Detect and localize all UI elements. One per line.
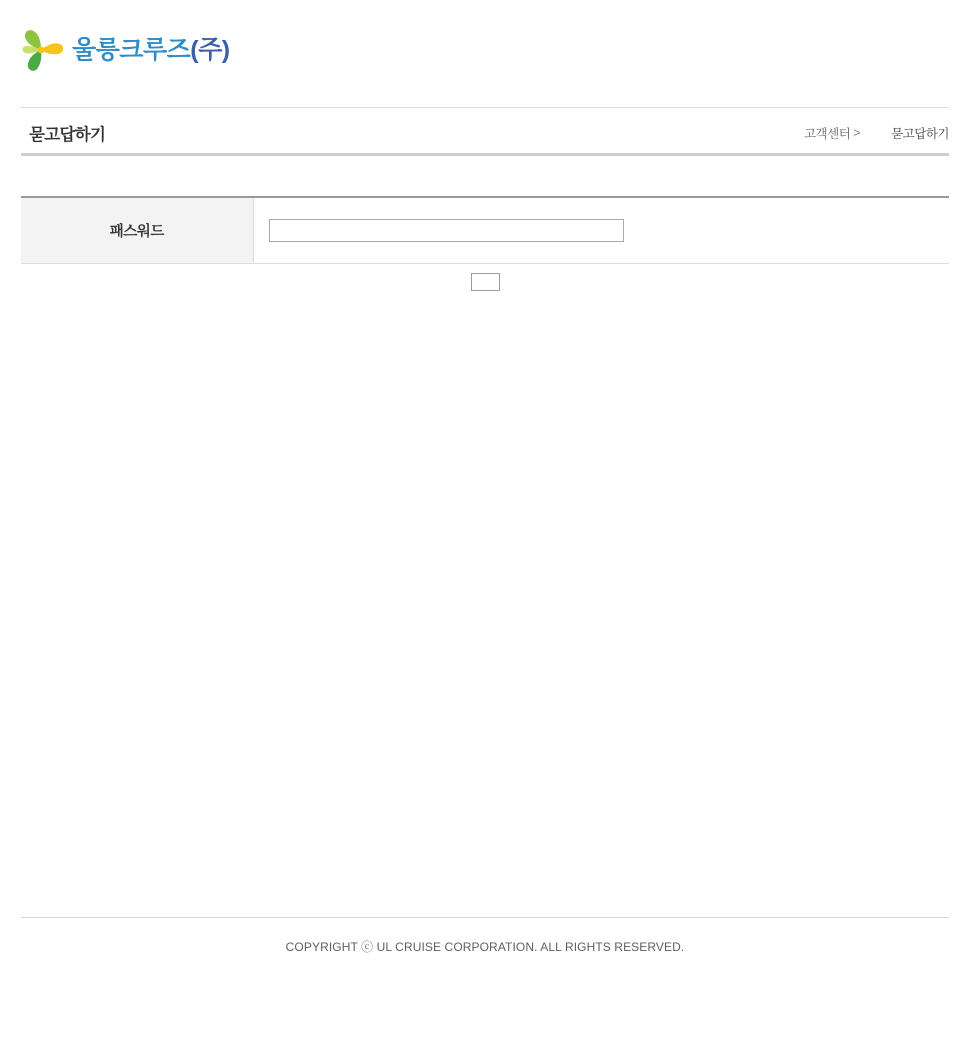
- site-header: [0, 0, 970, 107]
- password-label: 패스워드: [21, 197, 253, 263]
- site-logo-link[interactable]: [21, 28, 230, 72]
- page-titlebar: [21, 107, 949, 156]
- site-logo-text: [72, 35, 230, 64]
- logo-text-primary: 울릉크루즈: [72, 35, 191, 64]
- breadcrumb-current: 묻고답하기: [891, 127, 949, 141]
- footer-divider: [21, 917, 949, 918]
- pinwheel-flower-logo-icon: [21, 28, 63, 72]
- site-footer: [0, 917, 970, 955]
- breadcrumb: [804, 124, 949, 142]
- password-input[interactable]: [269, 219, 624, 242]
- page-title: 묻고답하기: [29, 126, 106, 144]
- breadcrumb-parent[interactable]: 고객센터: [803, 127, 851, 141]
- submit-button[interactable]: [471, 273, 500, 291]
- password-field-cell: [253, 197, 949, 263]
- main-content: [21, 196, 949, 291]
- form-actions: [21, 273, 949, 291]
- password-form-table: [21, 196, 949, 264]
- breadcrumb-separator-icon: >: [853, 126, 861, 140]
- footer-copyright: COPYRIGHT ⓒ UL CRUISE CORPORATION. ALL RIGHTS RESERVED.: [285, 940, 685, 954]
- logo-text-secondary: (주): [190, 35, 230, 64]
- table-row: [21, 197, 949, 263]
